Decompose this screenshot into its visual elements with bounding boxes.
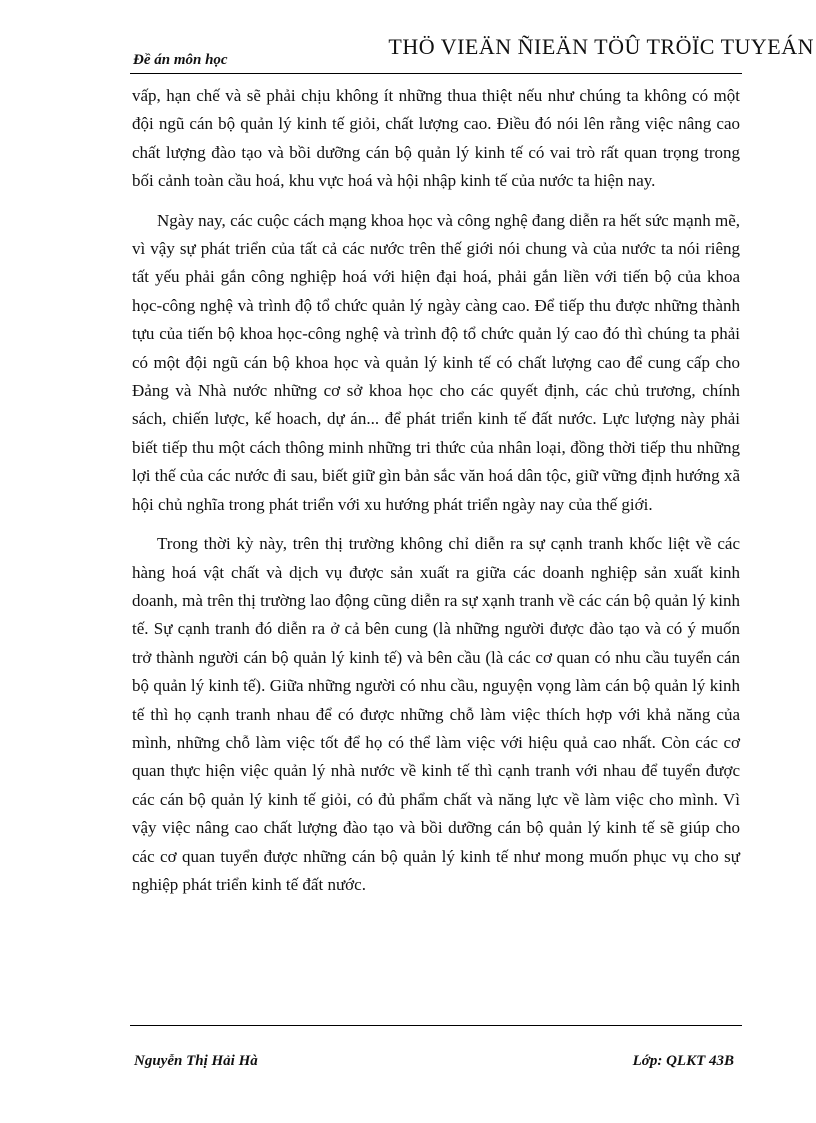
footer-author: Nguyễn Thị Hải Hà <box>134 1053 258 1069</box>
header-rule <box>130 73 742 74</box>
body-paragraph-3: Trong thời kỳ này, trên thị trường không chỉ diễn ra sự cạnh tranh khốc liệt về các hàng hoá vật chất và dịch vụ được sản xuất ra giữa các doanh nghiệp sản xuất kinh doanh, mà trên thị trường lao động cũng diễn ra sự xạnh tranh về các cán bộ quản lý kinh tế. Sự cạnh tranh đó diễn ra ở cả bên cung (là những người được đào tạo và có ý muốn trở thành người cán bộ quản lý kinh tế) và bên cầu (là các cơ quan có nhu cầu tuyển cán bộ quản lý kinh tế). Giữa những người có nhu cầu, nguyện vọng làm cán bộ quản lý kinh tế thì họ cạnh tranh nhau để có được những chỗ làm việc thích hợp với khả năng của mình, những chỗ làm việc tốt để họ có thể làm việc với hiệu quả cao nhất. Còn các cơ quan thực hiện việc quản lý nhà nước về kinh tế thì cạnh tranh với nhau để tuyển được các cán bộ quản lý kinh tế giỏi, có đủ phẩm chất và năng lực về làm việc cho mình. Vì vậy việc nâng cao chất lượng đào tạo và bồi dưỡng cán bộ quản lý kinh tế sẽ giúp cho các cơ quan tuyển được những cán bộ quản lý kinh tế như mong muốn phục vụ cho sự nghiệp phát triển kinh tế đất nước. <box>132 534 740 894</box>
library-banner: THÖ VIEÄN ÑIEÄN TÖÛ TRÖÏC TUYEÁN <box>388 34 814 59</box>
footer-class: Lớp: QLKT 43B <box>632 1053 734 1069</box>
body-paragraph-1: vấp, hạn chế và sẽ phải chịu không ít những thua thiệt nếu như chúng ta không có một đội ngũ cán bộ quản lý kinh tế giỏi, chất lượng cao. Điều đó nói lên rằng việc nâng cao chất lượng đào tạo và bồi dưỡng cán bộ quản lý kinh tế có vai trò rất quan trọng trong bối cảnh toàn cầu hoá, khu vực hoá và hội nhập kinh tế của nước ta hiện nay. <box>132 86 740 191</box>
header-subject: Đề án môn học <box>133 52 228 68</box>
document-body <box>132 82 740 910</box>
body-paragraph-2: Ngày nay, các cuộc cách mạng khoa học và công nghệ đang diễn ra hết sức mạnh mẽ, vì vậy sự phát triển của tất cả các nước trên thế giới nói chung và của nước ta nói riêng tất yếu phải gắn công nghiệp hoá với hiện đại hoá, phải gắn liền với tiến bộ của khoa học-công nghệ và trình độ tổ chức quản lý ngày càng cao. Để tiếp thu được những thành tựu của tiến bộ khoa học-công nghệ và trình độ tổ chức quản lý cao đó thì chúng ta phải có một đội ngũ cán bộ khoa học và quản lý kinh tế có chất lượng cao để cung cấp cho Đảng và Nhà nước những cơ sở khoa học cho các quyết định, các chủ trương, chính sách, chiến lược, kế hoach, dự án... để phát triển kinh tế đất nước. Lực lượng này phải biết tiếp thu một cách thông minh những tri thức của nhân loại, đồng thời tiếp thu những lợi thế của các nước đi sau, biết giữ gìn bản sắc văn hoá dân tộc, giữ vững định hướng xã hội chủ nghĩa trong phát triển với xu hướng phát triển ngày nay của thế giới. <box>132 210 740 514</box>
footer-rule <box>130 1025 742 1026</box>
